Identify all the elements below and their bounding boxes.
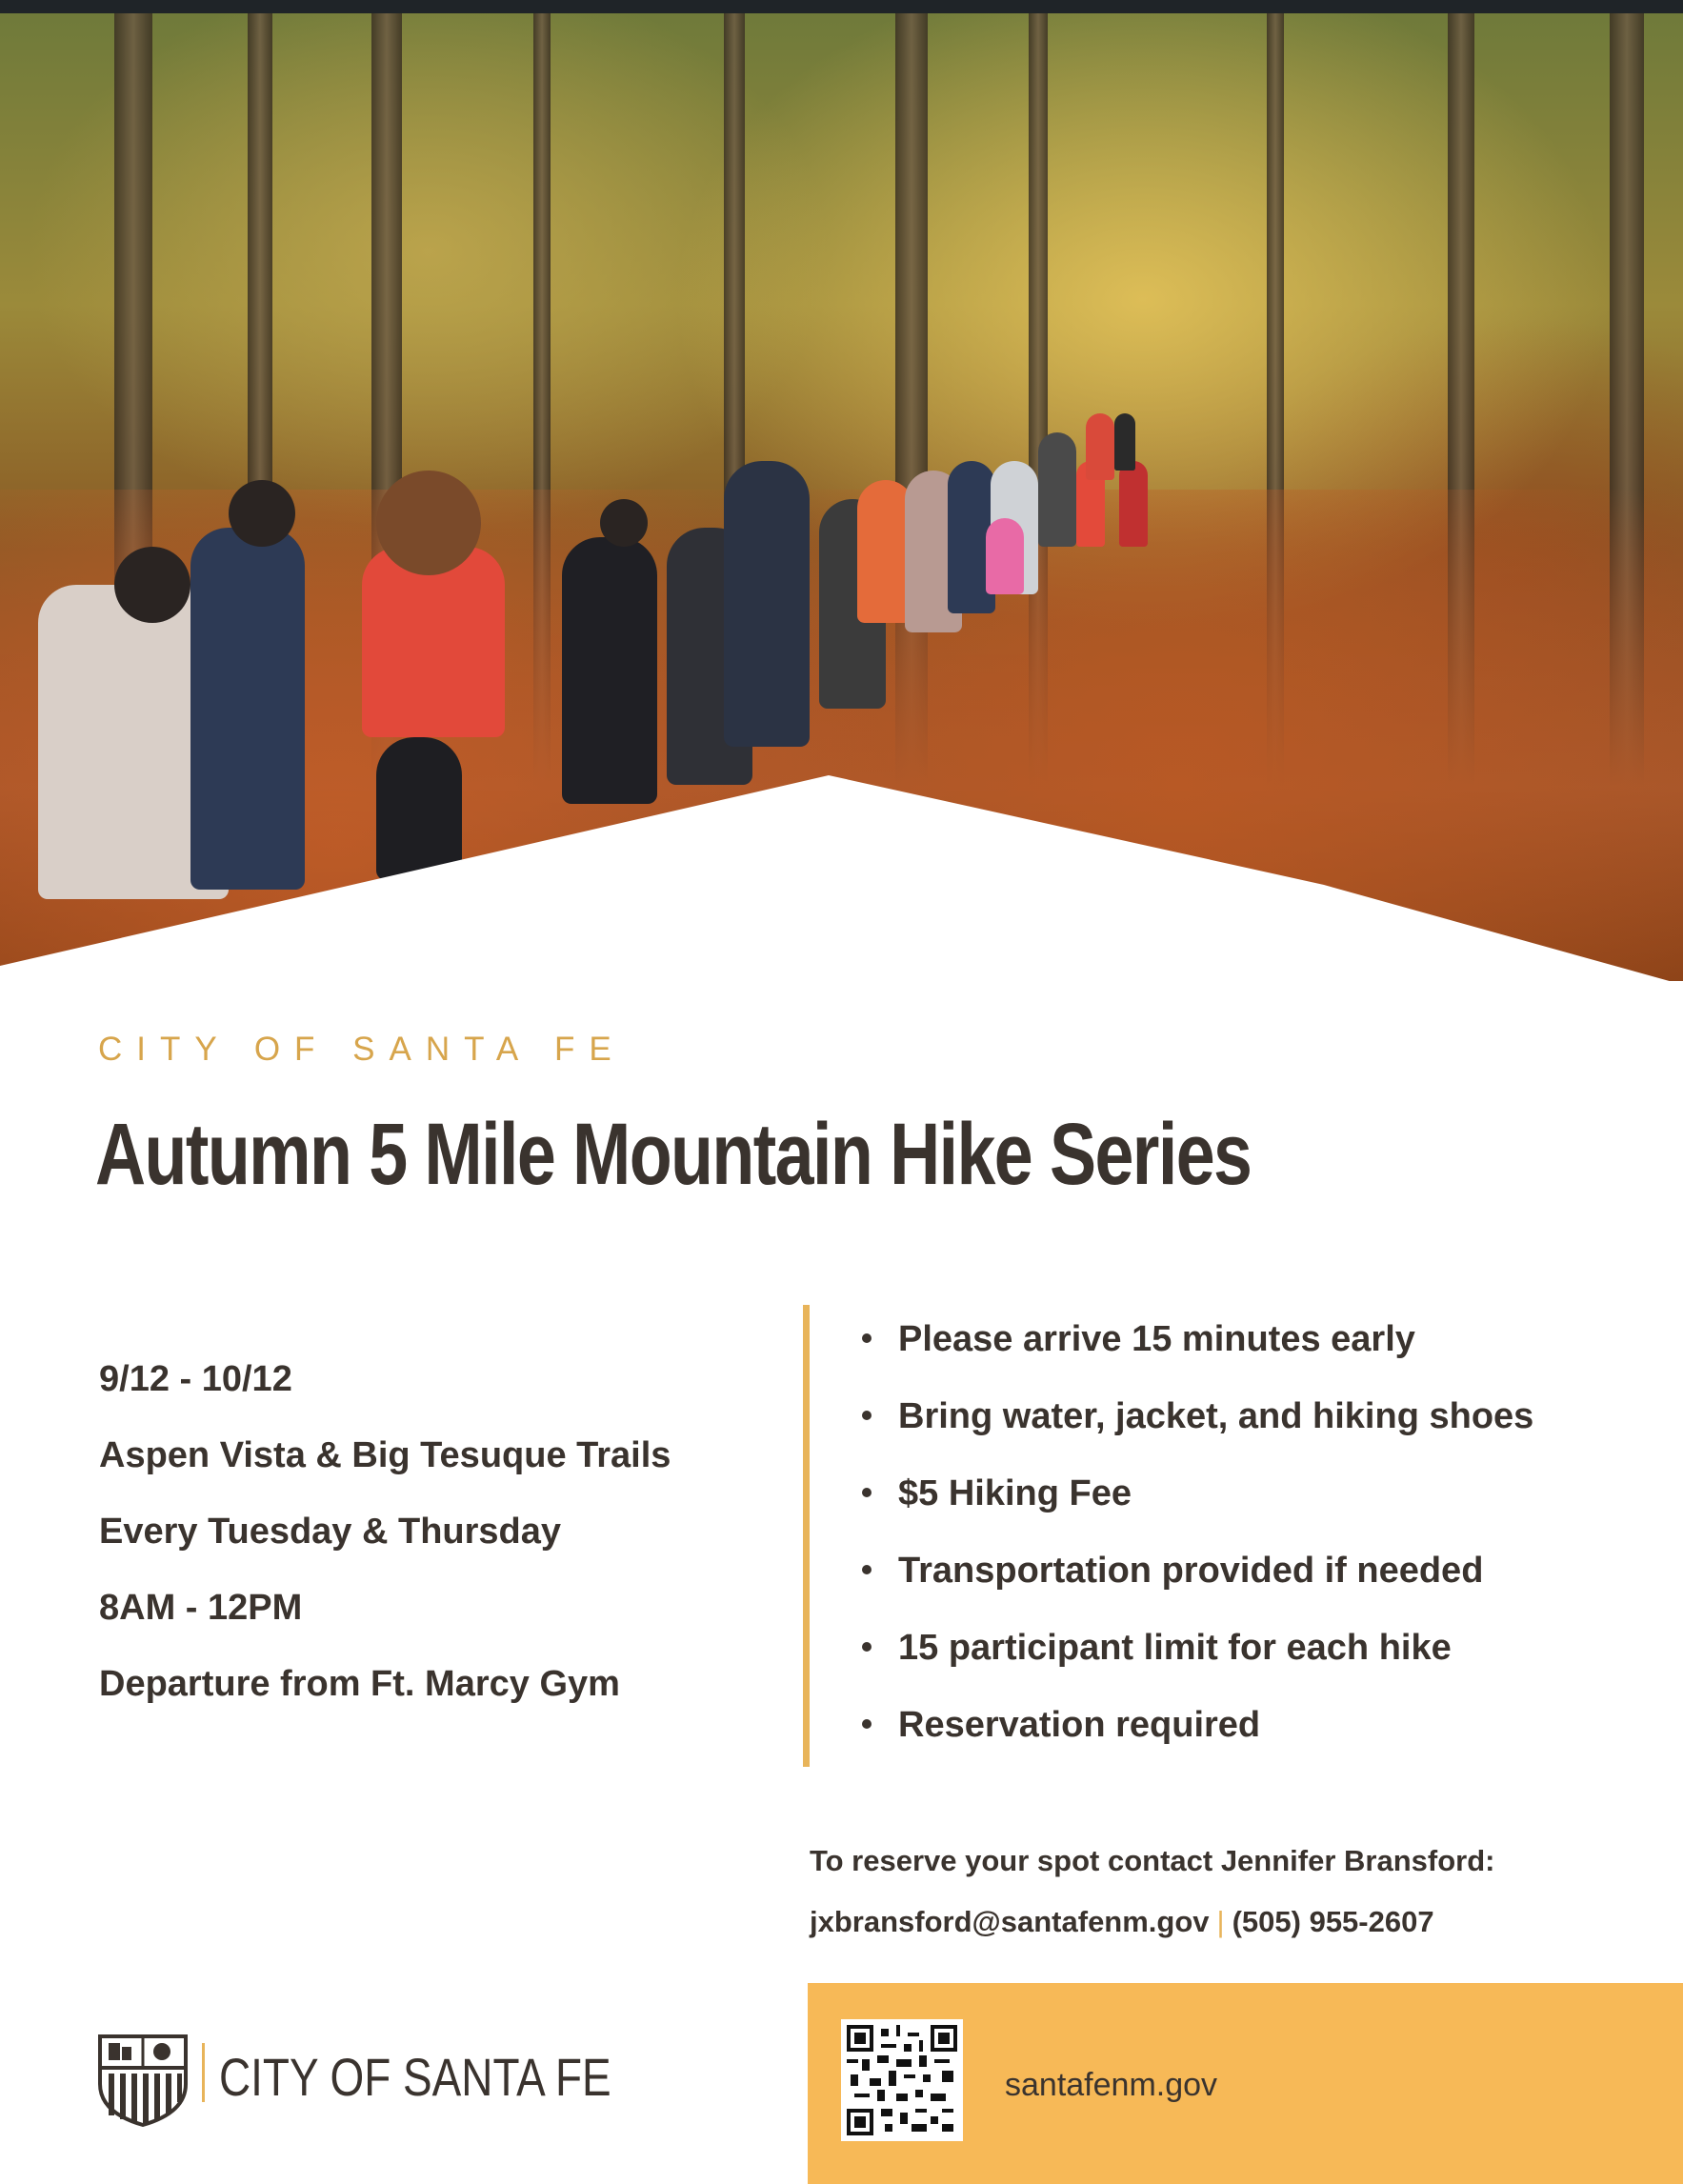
event-time: 8AM - 12PM — [99, 1588, 303, 1628]
separator: | — [1216, 1905, 1225, 1938]
contact-phone-link[interactable]: (505) 955-2607 — [1232, 1905, 1434, 1938]
list-item — [862, 1698, 1533, 1775]
qr-code-icon[interactable] — [841, 2019, 963, 2141]
bullet-icon — [862, 1488, 872, 1497]
event-info-list — [862, 1312, 1533, 1775]
website-link[interactable]: santafenm.gov — [1005, 2067, 1218, 2103]
event-details — [99, 1351, 671, 1732]
contact-info — [810, 1838, 1494, 1960]
list-item-text: Bring water, jacket, and hiking shoes — [898, 1396, 1534, 1436]
organization-kicker: CITY OF SANTA FE — [98, 1031, 626, 1068]
list-item — [862, 1390, 1533, 1467]
page-title: Autumn 5 Mile Mountain Hike Series — [95, 1106, 1252, 1203]
list-item-text: Transportation provided if needed — [898, 1551, 1484, 1591]
city-seal-icon — [95, 2032, 190, 2127]
bullet-icon — [862, 1565, 872, 1574]
bullet-icon — [862, 1719, 872, 1729]
list-item-text: Please arrive 15 minutes early — [898, 1319, 1415, 1359]
contact-prompt: To reserve your spot contact Jennifer Bransford: — [810, 1844, 1495, 1877]
list-item-text: 15 participant limit for each hike — [898, 1628, 1452, 1668]
event-dates: 9/12 - 10/12 — [99, 1359, 292, 1399]
bullet-icon — [862, 1333, 872, 1343]
list-item-text: $5 Hiking Fee — [898, 1473, 1132, 1513]
list-item — [862, 1544, 1533, 1621]
mountain-cutout — [0, 13, 1683, 985]
contact-line — [810, 1899, 1494, 1960]
event-departure: Departure from Ft. Marcy Gym — [99, 1664, 620, 1704]
list-item — [862, 1467, 1533, 1544]
list-item-text: Reservation required — [898, 1705, 1261, 1745]
contact-email-link[interactable]: jxbransford@santafenm.gov — [810, 1905, 1210, 1938]
list-item — [862, 1621, 1533, 1698]
top-border — [0, 0, 1683, 13]
column-divider — [803, 1305, 810, 1767]
event-location: Aspen Vista & Big Tesuque Trails — [99, 1435, 671, 1475]
list-item — [862, 1312, 1533, 1390]
bullet-icon — [862, 1642, 872, 1652]
bullet-icon — [862, 1411, 872, 1420]
event-days: Every Tuesday & Thursday — [99, 1512, 562, 1552]
city-logo-text: CITY OF SANTA FE — [219, 2047, 611, 2107]
logo-separator — [202, 2043, 205, 2102]
